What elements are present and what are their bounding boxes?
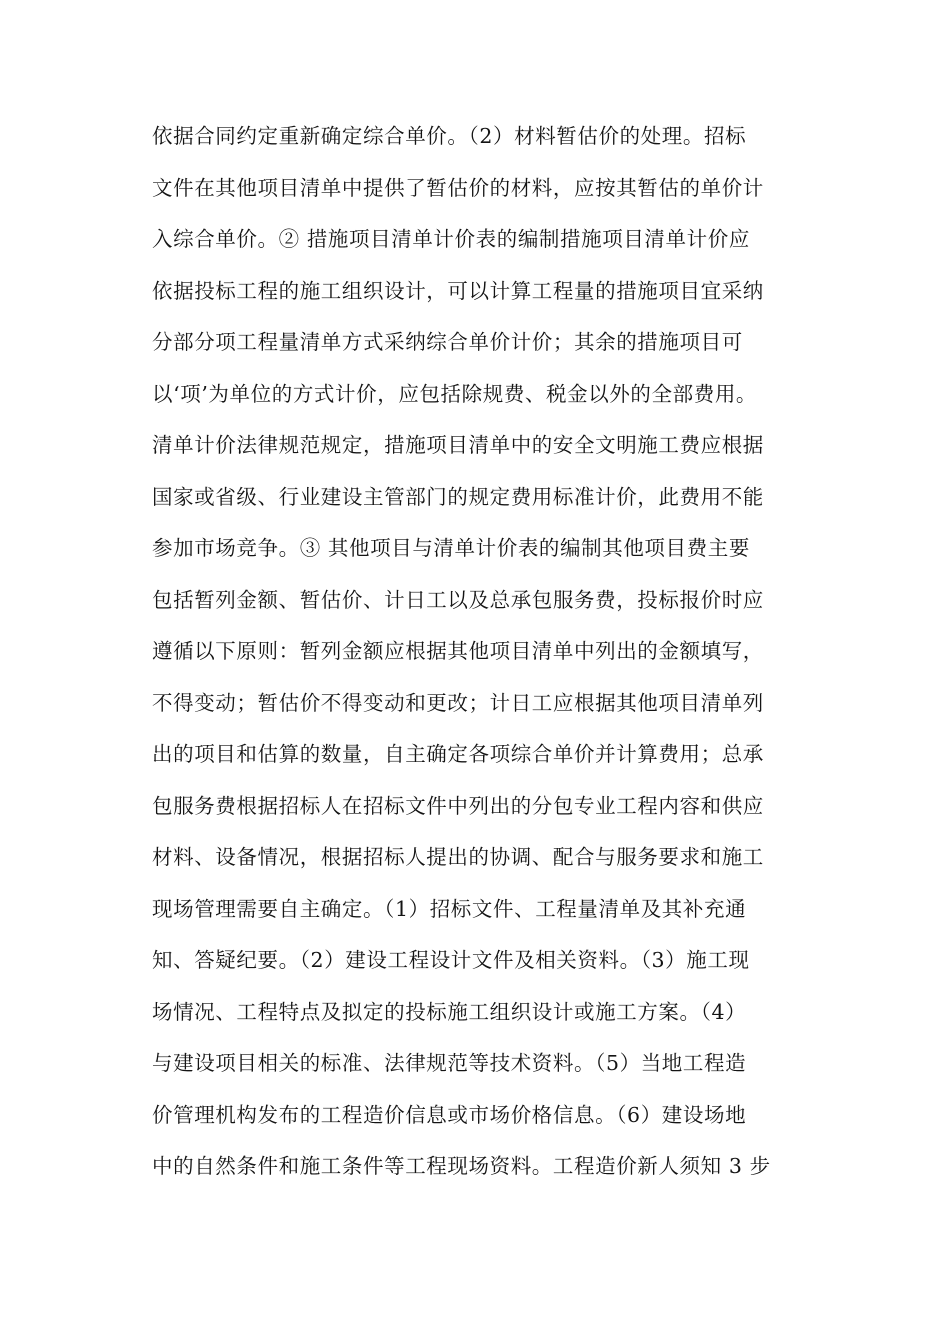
text-line: 以‘项’为单位的方式计价，应包括除规费、税金以外的全部费用。	[152, 381, 758, 406]
text-line: 包服务费根据招标人在招标文件中列出的分包专业工程内容和供应	[152, 793, 764, 818]
text-line: 遵循以下原则：暂列金额应根据其他项目清单中列出的金额填写，	[152, 639, 764, 663]
body-text	[152, 116, 812, 1198]
text-line: 现场管理需要自主确定。（1）招标文件、工程量清单及其补充通	[152, 896, 747, 921]
text-line: 文件在其他项目清单中提供了暂估价的材料，应按其暂估的单价计	[152, 175, 764, 200]
text-line: 国家或省级、行业建设主管部门的规定费用标准计价，此费用不能	[152, 484, 764, 509]
text-line: 分部分项工程量清单方式采纳综合单价计价；其余的措施项目可	[152, 330, 743, 354]
text-line: 出的项目和估算的数量，自主确定各项综合单价并计算费用；总承	[152, 742, 764, 766]
text-line: 与建设项目相关的标准、法律规范等技术资料。（5）当地工程造	[152, 1051, 747, 1075]
text-line: 知、答疑纪要。（2）建设工程设计文件及相关资料。（3）施工现	[152, 948, 750, 972]
text-line: 入综合单价。② 措施项目清单计价表的编制措施项目清单计价应	[152, 227, 750, 251]
text-line: 清单计价法律规范规定，措施项目清单中的安全文明施工费应根据	[152, 433, 764, 457]
text-line: 场情况、工程特点及拟定的投标施工组织设计或施工方案。（4）	[152, 999, 747, 1024]
text-line: 价管理机构发布的工程造价信息或市场价格信息。（6）建设场地	[152, 1102, 747, 1127]
text-line: 依据投标工程的施工组织设计，可以计算工程量的措施项目宜采纳	[152, 278, 764, 303]
text-line: 中的自然条件和施工条件等工程现场资料。工程造价新人须知 3 步	[152, 1154, 771, 1178]
text-line: 材料、设备情况，根据招标人提出的协调、配合与服务要求和施工	[152, 845, 764, 869]
text-line: 参加市场竞争。③ 其他项目与清单计价表的编制其他项目费主要	[152, 536, 750, 560]
text-line: 不得变动；暂估价不得变动和更改；计日工应根据其他项目清单列	[152, 690, 764, 715]
text-line: 包括暂列金额、暂估价、计日工以及总承包服务费，投标报价时应	[152, 587, 764, 612]
text-line: 依据合同约定重新确定综合单价。（2）材料暂估价的处理。招标	[152, 124, 747, 148]
